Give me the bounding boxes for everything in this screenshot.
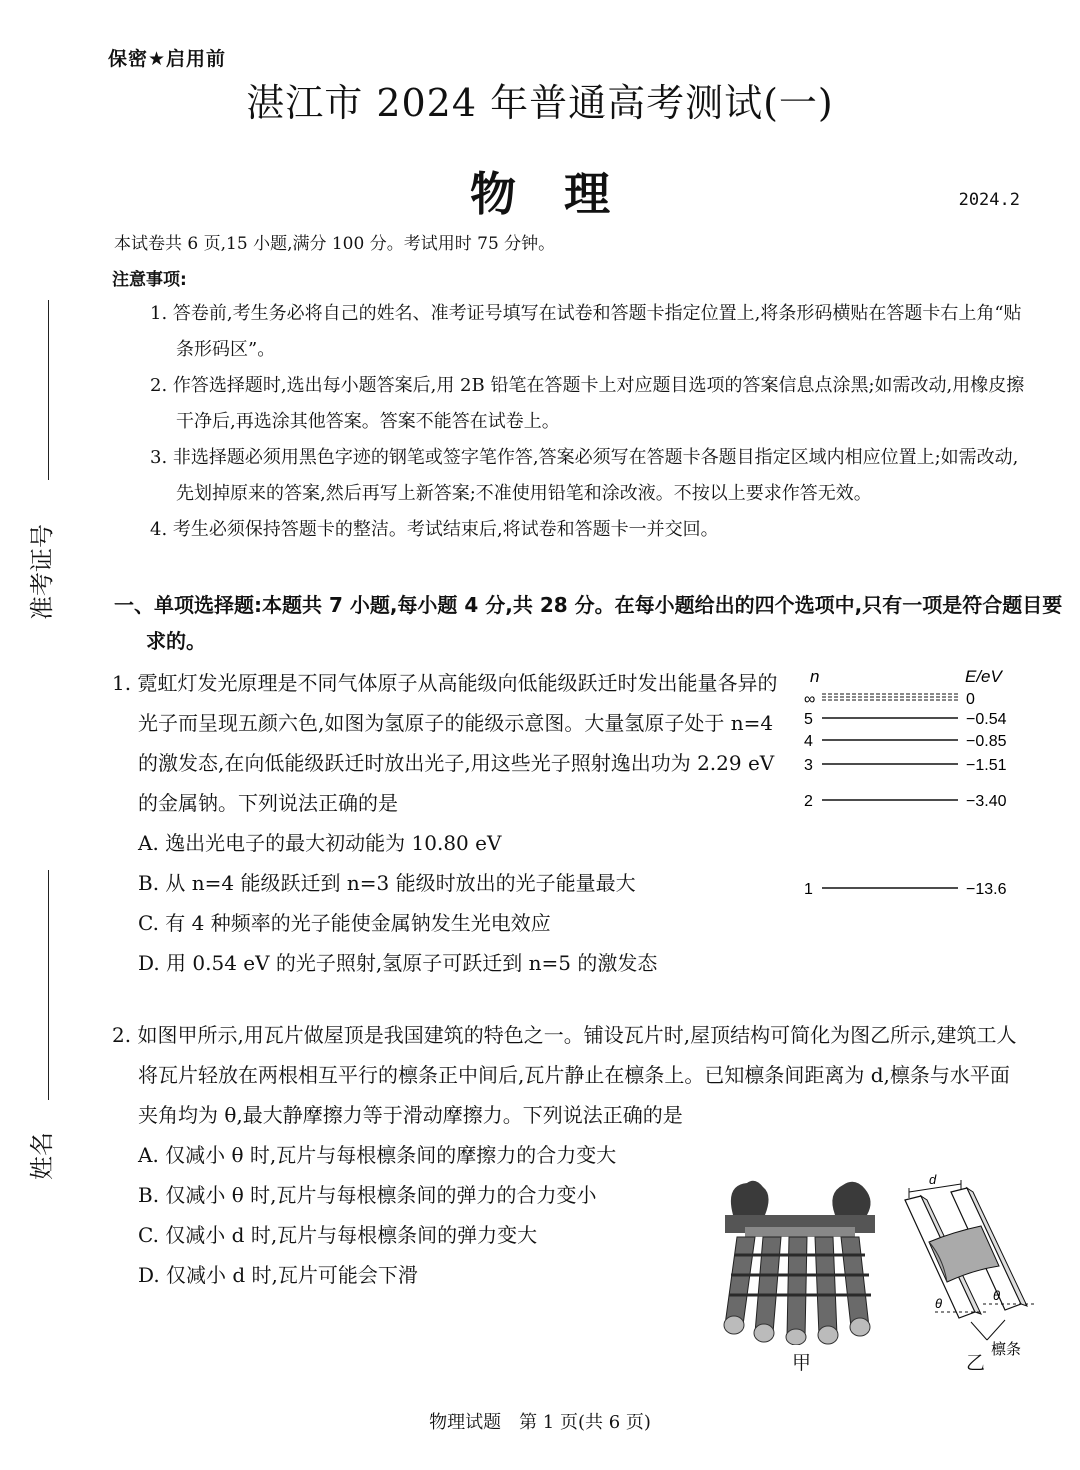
confidential-mark: 保密★启用前 bbox=[108, 48, 227, 70]
note-item: 2. 作答选择题时,选出每小题答案后,用 2B 铅笔在答题卡上对应题目选项的答案信息点涂黑;如需改动,用橡皮擦干净后,再选涂其他答案。答案不能答在试卷上。 bbox=[150, 375, 1025, 432]
note-item: 4. 考生必须保持答题卡的整洁。考试结束后,将试卷和答题卡一并交回。 bbox=[150, 519, 719, 540]
energy-level-e-label: −0.54 bbox=[966, 711, 1007, 728]
energy-level-e-label: −1.51 bbox=[966, 757, 1007, 774]
energy-level-n-label: 4 bbox=[804, 733, 813, 750]
energy-level-n-label: 3 bbox=[804, 757, 813, 774]
question-1-option-d: D. 用 0.54 eV 的光子照射,氢原子可跃迁到 n=5 的激发态 bbox=[138, 951, 658, 975]
question-1-option-c: C. 有 4 种频率的光子能使金属钠发生光电效应 bbox=[138, 911, 551, 935]
energy-level-n-label: 5 bbox=[804, 711, 813, 728]
name-side-label: 姓名 bbox=[28, 1132, 56, 1180]
energy-level-e-label: −0.85 bbox=[966, 733, 1007, 750]
notes-list bbox=[150, 296, 1025, 548]
name-side-line bbox=[48, 870, 49, 1100]
section-heading: 一、单项选择题:本题共 7 小题,每小题 4 分,共 28 分。在每小题给出的四个选项中,只有一项是符合题目要求的。 bbox=[114, 593, 1063, 653]
energy-level-e-label: −3.40 bbox=[966, 793, 1007, 810]
exam-intro: 本试卷共 6 页,15 小题,满分 100 分。考试用时 75 分钟。 bbox=[114, 234, 556, 254]
question-1-stem: 1. 霓虹灯发光原理是不同气体原子从高能级向低能级跃迁时发出能量各异的光子而呈现五颜六色,如图为氢原子的能级示意图。大量氢原子处于 n=4 的激发态,在向低能级跃迁时放出光子,用这些光子照射逸出功为 2.29 eV 的金属钠。下列说法正确的是 bbox=[112, 671, 778, 815]
question-2-option-a: A. 仅减小 θ 时,瓦片与每根檩条间的摩擦力的合力变大 bbox=[138, 1143, 617, 1167]
question-1-option-a: A. 逸出光电子的最大初动能为 10.80 eV bbox=[138, 831, 502, 855]
purlin-diagram bbox=[895, 1162, 1035, 1362]
page-footer: 物理试题 第 1 页(共 6 页) bbox=[429, 1412, 651, 1433]
energy-level-n-label: ∞ bbox=[804, 691, 816, 708]
figure-a-label: 甲 bbox=[792, 1352, 812, 1374]
figure-b-theta-right: θ bbox=[993, 1288, 1001, 1303]
question-1-option-b: B. 从 n=4 能级跃迁到 n=3 能级时放出的光子能量最大 bbox=[138, 871, 636, 895]
energy-level-diagram bbox=[790, 660, 1040, 910]
notes-title: 注意事项: bbox=[112, 270, 187, 290]
question-2-options bbox=[112, 1135, 692, 1295]
roof-tile-photo bbox=[715, 1175, 890, 1345]
note-item: 3. 非选择题必须用黑色字迹的钢笔或签字笔作答,答案必须写在答题卡各题目指定区域内相应位置上;如需改动,先划掉原来的答案,然后再写上新答案;不准使用铅笔和涂改液。不按以上要求作答无效。 bbox=[150, 447, 1019, 504]
question-2-stem: 2. 如图甲所示,用瓦片做屋顶是我国建筑的特色之一。铺设瓦片时,屋顶结构可简化为图乙所示,建筑工人将瓦片轻放在两根相互平行的檩条正中间后,瓦片静止在檩条上。已知檩条间距离为 d,檩条与水平面夹角均为 θ,最大静摩擦力等于滑动摩擦力。下列说法正确的是 bbox=[112, 1023, 1017, 1127]
n-axis-label: n bbox=[810, 667, 820, 686]
figure-b-d-label: d bbox=[929, 1172, 937, 1187]
question-1 bbox=[112, 663, 784, 983]
question-2-option-c: C. 仅减小 d 时,瓦片与每根檩条间的弹力变大 bbox=[138, 1223, 538, 1247]
energy-level-n-label: 1 bbox=[804, 881, 813, 898]
figure-b-theta-left: θ bbox=[935, 1296, 943, 1311]
energy-level-e-label: −13.6 bbox=[966, 881, 1007, 898]
exam-id-side-label: 准考证号 bbox=[28, 524, 56, 620]
exam-id-side-line bbox=[48, 300, 49, 480]
question-2-option-d: D. 仅减小 d 时,瓦片可能会下滑 bbox=[138, 1263, 418, 1287]
e-axis-label: E/eV bbox=[965, 667, 1002, 686]
question-2-option-b: B. 仅减小 θ 时,瓦片与每根檩条间的弹力的合力变小 bbox=[138, 1183, 597, 1207]
energy-level-e-label: 0 bbox=[966, 691, 975, 708]
energy-level-n-label: 2 bbox=[804, 793, 813, 810]
exam-title: 湛江市 2024 年普通高考测试(一) bbox=[246, 81, 834, 125]
figure-b-label: 乙 bbox=[966, 1352, 986, 1374]
exam-date: 2024.2 bbox=[958, 190, 1020, 210]
note-item: 1. 答卷前,考生务必将自己的姓名、准考证号填写在试卷和答题卡指定位置上,将条形码横贴在答题卡右上角“贴条形码区”。 bbox=[150, 303, 1022, 360]
figure-b-purlin-label: 檩条 bbox=[991, 1341, 1022, 1358]
subject-title: 物理 bbox=[470, 167, 658, 221]
